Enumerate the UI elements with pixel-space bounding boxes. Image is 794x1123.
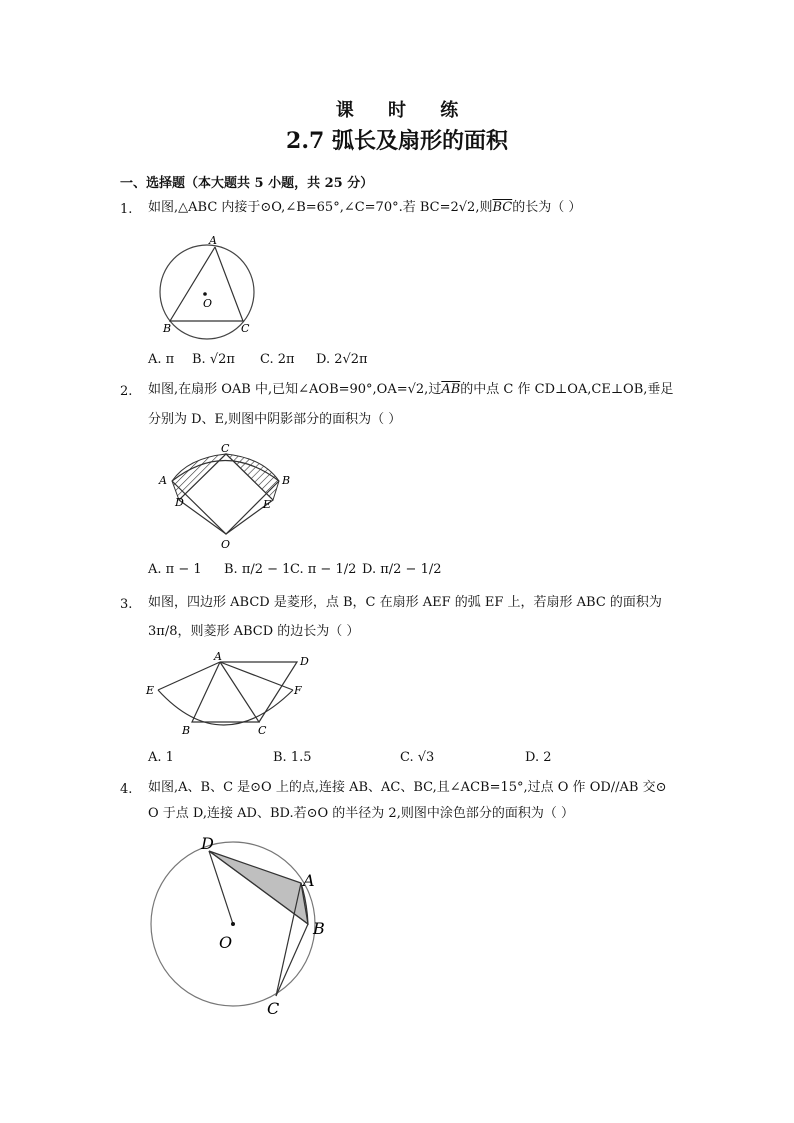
label-e: E	[263, 498, 272, 511]
question-3-options	[148, 750, 588, 770]
label-d: D	[201, 834, 214, 853]
option-d[interactable]: D. 2	[525, 750, 552, 765]
label-a: A	[159, 474, 167, 487]
question-1-figure	[155, 232, 265, 342]
label-b: B	[182, 724, 191, 737]
label-d: D	[175, 496, 184, 509]
label-a: A	[303, 871, 315, 890]
question-4-text-line2: O 于点 D,连接 AD、BD.若⊙O 的半径为 2,则图中涂色部分的面积为（ ）	[148, 806, 574, 821]
arc-bc: $\overline{BC}$	[492, 200, 513, 215]
option-d[interactable]: D. π/2 − 1/2	[362, 562, 442, 577]
label-b: B	[313, 919, 325, 938]
label-c: C	[221, 442, 230, 455]
question-3-number: 3.	[120, 597, 133, 612]
option-a[interactable]: A. π	[148, 352, 175, 367]
radius-ae	[158, 662, 220, 690]
question-1-text: 如图,△ABC 内接于⊙O,∠B=65°,∠C=70°.若 BC=2√2,则$\overline{BC}$的长为（ ）	[148, 200, 582, 215]
label-a: A	[214, 650, 222, 663]
option-a[interactable]: A. 1	[148, 750, 174, 765]
triangle-abc	[192, 662, 259, 722]
question-2-figure	[155, 440, 295, 552]
question-2-text: 如图,在扇形 OAB 中,已知∠AOB=90°,OA=√2,过$\overline{AB}$的中点 C 作 CD⊥OA,CE⊥OB,垂足	[148, 382, 674, 397]
option-b[interactable]: B. π/2 − 1	[224, 562, 291, 577]
label-o: O	[221, 538, 231, 551]
page-subtitle: 2.7 弧长及扇形的面积	[286, 128, 508, 154]
label-c: C	[258, 724, 267, 737]
option-a[interactable]: A. π − 1	[148, 562, 202, 577]
label-d: D	[300, 655, 309, 668]
option-c[interactable]: C. 2π	[260, 352, 295, 367]
section-heading: 一、选择题（本大题共 5 小题，共 25 分）	[120, 176, 374, 191]
label-b: B	[163, 322, 172, 335]
question-4-text: 如图,A、B、C 是⊙O 上的点,连接 AB、AC、BC,且∠ACB=15°,过点 O 作 OD//AB 交⊙	[148, 780, 667, 795]
option-d[interactable]: D. 2√2π	[316, 352, 368, 367]
label-o: O	[219, 933, 233, 952]
square-base	[179, 500, 273, 534]
option-b[interactable]: B. 1.5	[273, 750, 312, 765]
option-c[interactable]: C. π − 1/2	[290, 562, 357, 577]
arc-ab: $\overline{AB}$	[441, 382, 461, 397]
rhombus-side	[220, 662, 297, 722]
label-f: F	[294, 684, 302, 697]
label-c: C	[267, 999, 280, 1018]
option-b[interactable]: B. √2π	[192, 352, 235, 367]
label-c: C	[241, 322, 250, 335]
center-dot	[231, 922, 235, 926]
question-3-figure	[140, 650, 320, 740]
label-o: O	[203, 297, 213, 310]
question-3-text: 如图，四边形 ABCD 是菱形，点 B，C 在扇形 AEF 的弧 EF 上，若扇形 ABC 的面积为	[148, 595, 662, 610]
question-4-number: 4.	[120, 782, 133, 797]
question-1-options	[148, 352, 448, 372]
label-b: B	[282, 474, 291, 487]
label-a: A	[209, 234, 217, 247]
question-2-options	[148, 562, 448, 582]
page-title: 课 时 练	[335, 100, 473, 121]
center-dot	[203, 292, 207, 296]
segment-bc	[276, 924, 308, 996]
question-2-number: 2.	[120, 384, 133, 399]
arc-ef	[158, 690, 293, 725]
question-4-figure	[145, 830, 345, 1020]
question-3-text-line2: 3π/8，则菱形 ABCD 的边长为（ ）	[148, 624, 360, 639]
question-2-text-line2: 分别为 D、E,则图中阴影部分的面积为（ ）	[148, 412, 402, 427]
option-c[interactable]: C. √3	[400, 750, 435, 765]
question-1-number: 1.	[120, 202, 133, 217]
label-e: E	[146, 684, 155, 697]
